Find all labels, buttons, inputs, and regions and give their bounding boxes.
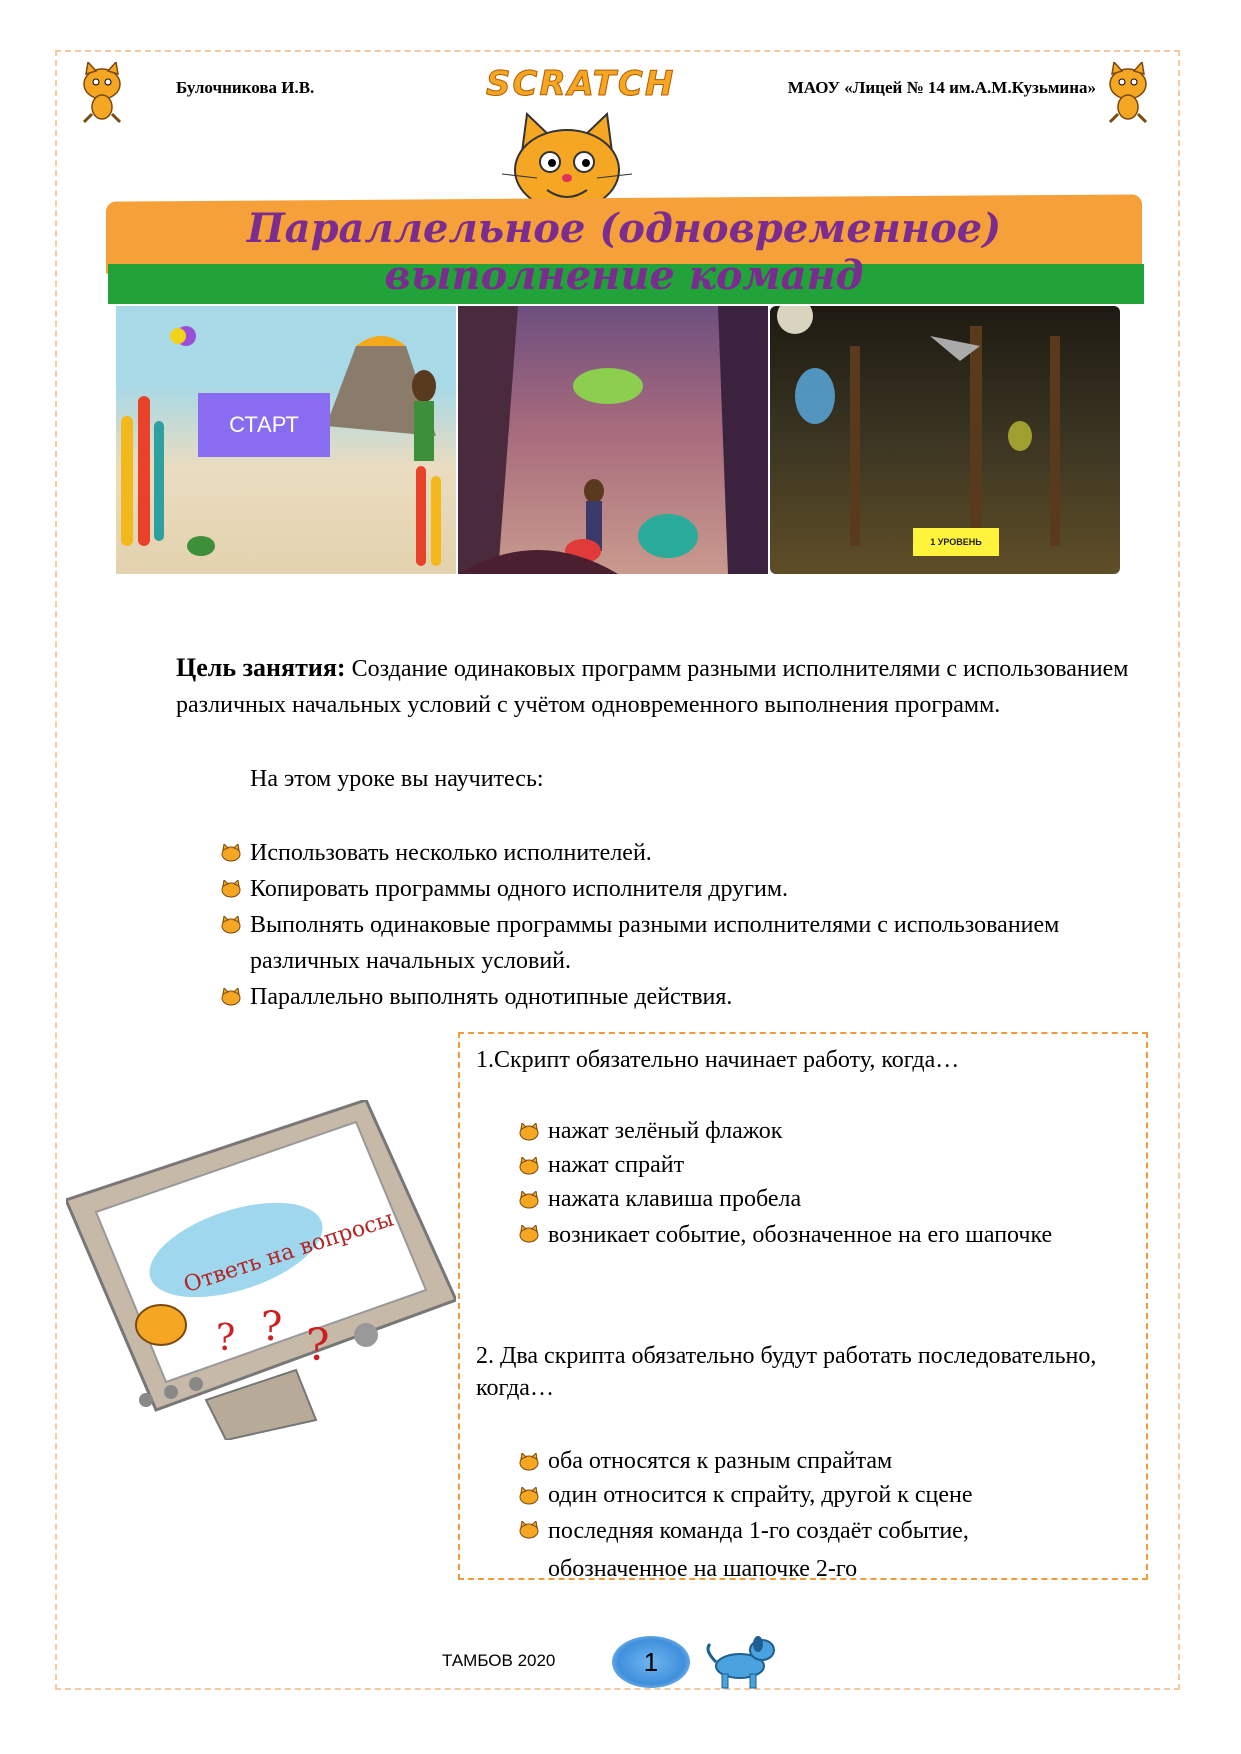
list-item: Копировать программы одного исполнителя другим. — [216, 871, 1116, 907]
quiz-box — [458, 1032, 1148, 1580]
svg-text:?: ? — [261, 1304, 283, 1350]
question-2: 2. Два скрипта обязательно будут работать последовательно, когда… — [476, 1343, 1097, 1401]
cat-bullet-icon — [518, 1487, 540, 1505]
scratch-cat-icon — [72, 62, 132, 124]
goal-text: Создание одинаковых программ разными исполнителями с использованием различных начальных условий с учётом одновременного выполнения программ. — [176, 656, 1129, 718]
list-item: Использовать несколько исполнителей. — [216, 835, 1116, 871]
cat-bullet-icon — [220, 988, 242, 1006]
page-header — [176, 64, 1096, 108]
svg-text:?: ? — [216, 1318, 236, 1359]
school-name: МАОУ «Лицей № 14 им.А.М.Кузьмина» — [787, 78, 1096, 97]
scratch-logo: SCRATCH — [486, 64, 676, 104]
cat-bullet-icon — [220, 880, 242, 898]
cat-bullet-icon — [518, 1521, 540, 1539]
cat-bullet-icon — [518, 1123, 540, 1141]
cat-face-icon — [492, 112, 642, 212]
cat-bullet-icon — [220, 916, 242, 934]
list-item: Выполнять одинаковые программы разными исполнителями с использованием различных начальных условий. — [216, 907, 1116, 979]
answer-option[interactable]: оба относятся к разным спрайтам — [514, 1444, 1114, 1478]
monitor-illustration — [66, 1100, 456, 1440]
answer-option[interactable]: нажат зелёный флажок — [514, 1114, 1114, 1148]
cat-bullet-icon — [518, 1453, 540, 1471]
answer-option[interactable]: один относится к спрайту, другой к сцене — [514, 1478, 1114, 1512]
cat-bullet-icon — [220, 844, 242, 862]
page-number: 1 — [612, 1636, 690, 1688]
footer-city-year: ТАМБОВ 2020 — [442, 1651, 556, 1670]
question-1: 1.Скрипт обязательно начинает работу, когда… — [476, 1047, 960, 1073]
level-button[interactable]: 1 УРОВЕНЬ — [913, 528, 999, 556]
cat-bullet-icon — [518, 1225, 540, 1243]
answer-option[interactable]: возникает событие, обозначенное на его шапочке — [514, 1216, 1114, 1254]
answer-option[interactable]: нажат спрайт — [514, 1148, 1114, 1182]
question-2-options — [514, 1444, 1114, 1588]
cat-bullet-icon — [518, 1157, 540, 1175]
list-item: Параллельно выполнять однотипные действия. — [216, 979, 1116, 1015]
lesson-goal — [176, 650, 1146, 723]
answer-option[interactable]: последняя команда 1-го создаёт событие, обозначенное на шапочке 2-го — [514, 1512, 1114, 1588]
goal-label: Цель занятия: — [176, 653, 346, 682]
question-1-options — [514, 1114, 1114, 1254]
lesson-intro: На этом уроке вы научитесь: — [250, 766, 544, 792]
author-name: Булочникова И.В. — [176, 78, 315, 97]
page-title: Параллельное (одновременное) выполнение команд — [246, 205, 1002, 299]
jungle-path-scene — [458, 306, 768, 574]
svg-text:?: ? — [306, 1320, 330, 1371]
game-screenshot-night — [770, 306, 1120, 574]
dog-icon — [700, 1630, 782, 1690]
scratch-cat-icon — [1098, 62, 1158, 124]
monitor-caption: Ответь на вопросы — [180, 1206, 397, 1299]
start-button[interactable]: СТАРТ — [198, 393, 330, 457]
game-screenshot-jungle — [458, 306, 768, 574]
cat-bullet-icon — [518, 1191, 540, 1209]
game-screenshot-start — [116, 306, 456, 574]
answer-option[interactable]: нажата клавиша пробела — [514, 1182, 1114, 1216]
learn-list — [216, 835, 1116, 1015]
